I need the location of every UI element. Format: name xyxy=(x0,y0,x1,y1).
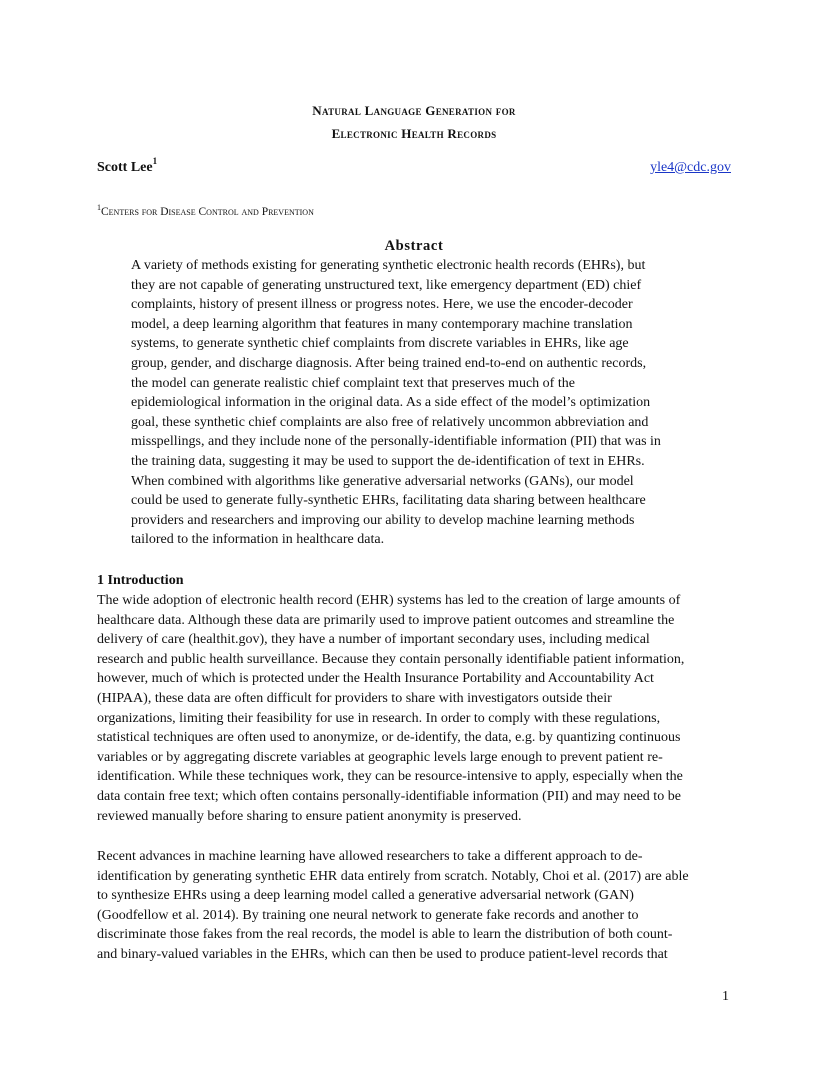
abstract-line: A variety of methods existing for generating synthetic electronic health records (EHRs), but xyxy=(131,258,646,273)
author-name: Scott Lee xyxy=(97,160,153,175)
abstract-body xyxy=(131,256,691,550)
paragraph-line: delivery of care (healthit.gov), they have a number of important secondary uses, including medical xyxy=(97,632,650,648)
author-affiliation-marker: 1 xyxy=(152,156,158,167)
author xyxy=(97,158,157,178)
abstract-line: could be used to generate fully-synthetic EHRs, facilitating data sharing between healthcare xyxy=(131,493,646,509)
paragraph-line: identification. While these techniques work, they can be resource-intensive to apply, especially when the xyxy=(97,769,683,785)
paragraph-line: (Goodfellow et al. 2014). By training one neural network to generate fake records and another to xyxy=(97,907,639,923)
introduction-paragraph-1 xyxy=(97,591,737,826)
abstract-heading: Abstract xyxy=(384,238,444,254)
page-number: 1 xyxy=(722,989,729,1004)
abstract-line: group, gender, and discharge diagnosis. After being trained end-to-end on authentic records, xyxy=(131,355,647,371)
paragraph-line: to synthesize EHRs using a deep learning model called a generative adversarial network (GAN) xyxy=(97,888,634,904)
introduction-paragraph-2 xyxy=(97,847,737,965)
abstract-line: misspellings, and they include none of the personally-identifiable information (PII) that was in xyxy=(131,434,661,450)
paragraph-line: variables or by aggregating discrete variables at geographic levels large enough to prevent patient re- xyxy=(97,749,663,765)
affiliation-marker: 1 xyxy=(97,203,101,212)
abstract-line: systems, to generate synthetic chief complaints from discrete variables in EHRs, like age xyxy=(131,336,629,352)
paragraph-line: research and public health surveillance. Because they contain personally identifiable patient information, xyxy=(97,651,685,667)
paragraph-line: statistical techniques are often used to anonymize, or de-identify, the data, e.g. by quantizing continuous xyxy=(97,730,681,746)
author-email-link[interactable]: yle4@cdc.gov xyxy=(650,160,731,175)
paragraph-line: reviewed manually before sharing to ensure patient anonymity is preserved. xyxy=(97,808,522,824)
abstract-line: goal, these synthetic chief complaints are also free of relatively uncommon abbreviation and xyxy=(131,414,649,430)
abstract-line: tailored to the information in healthcare data. xyxy=(131,532,385,548)
introduction-heading: 1 Introduction xyxy=(97,573,184,588)
abstract-line: the training data, suggesting it may be used to support the de-identification of text in EHRs. xyxy=(131,453,645,469)
paragraph-line: (HIPAA), these data are often difficult for providers to share with investigators outside their xyxy=(97,690,612,706)
abstract-line: providers and researchers and improving our ability to develop machine learning methods xyxy=(131,512,635,528)
title-line: Natural Language Generation for xyxy=(312,103,516,118)
paragraph-line: The wide adoption of electronic health record (EHR) systems has led to the creation of large amounts of xyxy=(97,593,681,608)
paper-title xyxy=(0,99,828,145)
abstract-line: model, a deep learning algorithm that features in many contemporary machine translation xyxy=(131,316,633,332)
abstract-line: epidemiological information in the original data. As a side effect of the model’s optimization xyxy=(131,395,651,411)
affiliation xyxy=(97,200,314,220)
paragraph-line: Recent advances in machine learning have allowed researchers to take a different approach to de- xyxy=(97,849,643,864)
paragraph-line: however, much of which is protected under the Health Insurance Portability and Accountability Act xyxy=(97,671,654,687)
paragraph-line: and binary-valued variables in the EHRs, which can then be used to produce patient-level records that xyxy=(97,946,668,962)
title-line: Electronic Health Records xyxy=(331,126,497,141)
paragraph-line: organizations, limiting their feasibility for use in research. In order to comply with these regulations, xyxy=(97,710,661,726)
affiliation-text: Centers for Disease Control and Prevention xyxy=(101,205,314,218)
paragraph-line: healthcare data. Although these data are primarily used to improve patient outcomes and streamline the xyxy=(97,612,675,628)
abstract-line: they are not capable of generating unstructured text, like emergency department (ED) chief xyxy=(131,277,642,293)
abstract-line: the model can generate realistic chief complaint text that preserves much of the xyxy=(131,375,575,391)
abstract-line: complaints, history of present illness or progress notes. Here, we use the encoder-decoder xyxy=(131,297,633,313)
paragraph-line: data contain free text; which often contains personally-identifiable information (PII) and may need to be xyxy=(97,788,681,804)
paragraph-line: identification by generating synthetic EHR data entirely from scratch. Notably, Choi et al. (2017) are able xyxy=(97,868,689,884)
abstract-line: When combined with algorithms like generative adversarial networks (GANs), our model xyxy=(131,473,634,489)
paragraph-line: discriminate those fakes from the real records, the model is able to learn the distribution of both count- xyxy=(97,927,673,943)
